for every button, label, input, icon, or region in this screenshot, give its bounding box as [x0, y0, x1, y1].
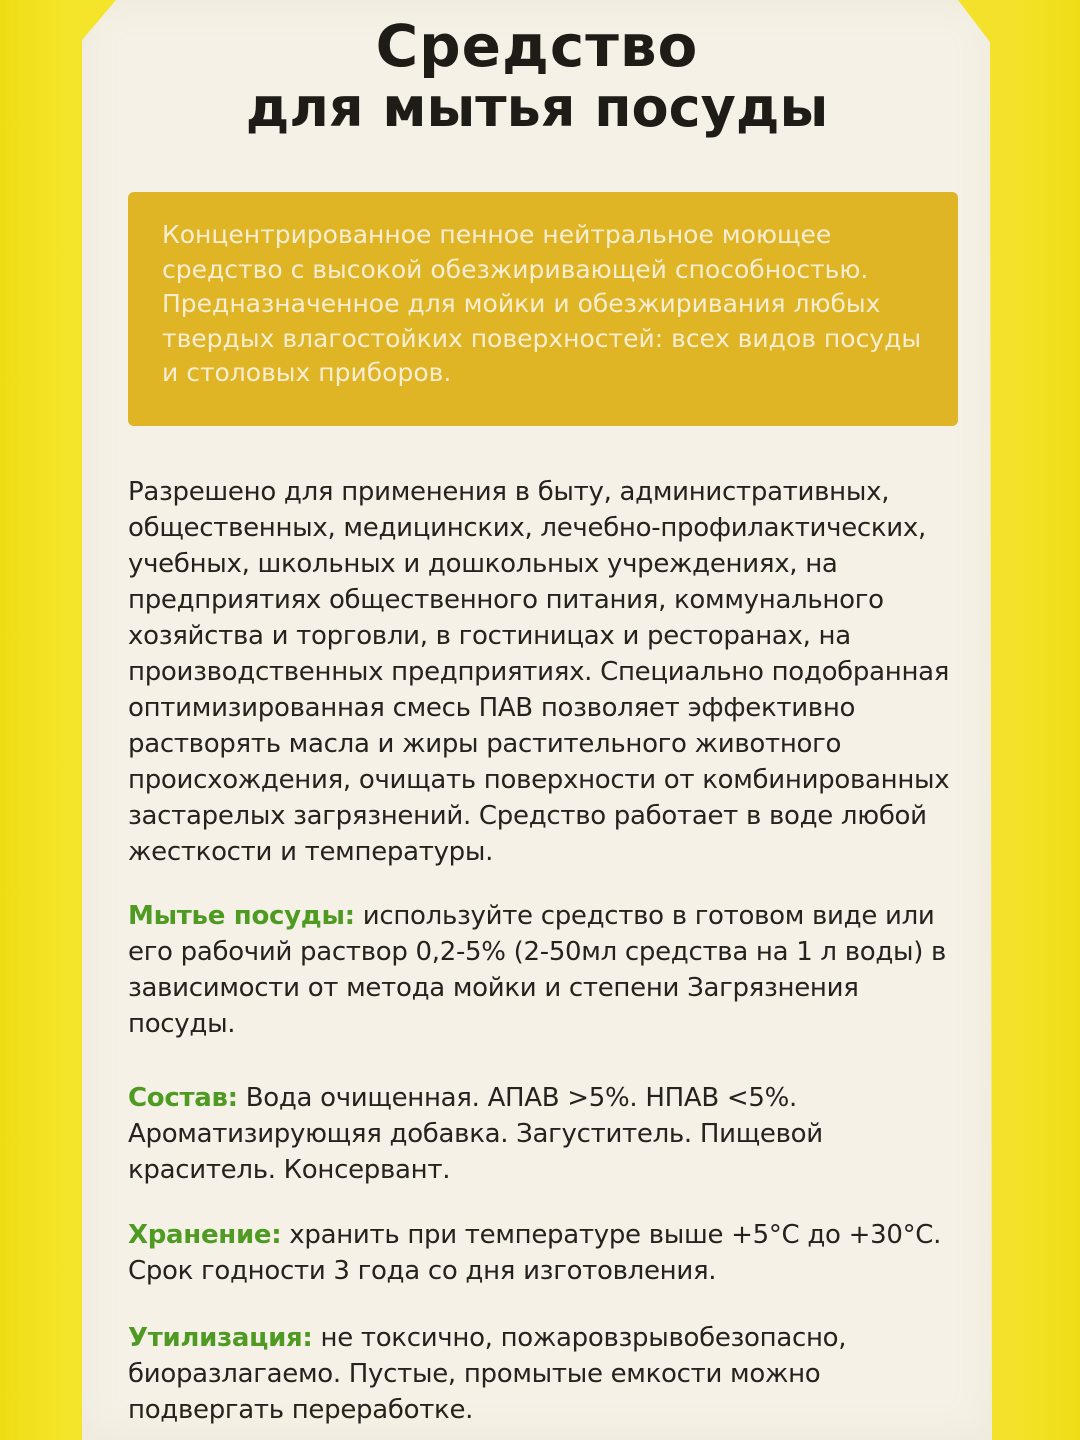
storage-heading: Хранение: [128, 1220, 282, 1250]
disposal-text: не токсично, пожаровзрывобезопасно, биоразлагаемо. Пустые, промытые емкости можно подвергать переработке. [128, 1323, 847, 1425]
composition-section [128, 1080, 958, 1188]
composition-text: Вода очищенная. АПАВ >5%. НПАВ <5%. Ароматизирующяя добавка. Загуститель. Пищевой краситель. Консервант. [128, 1083, 823, 1185]
usage-permission-text: Разрешено для применения в быту, административных, общественных, медицинских, лечебно-профилактических, учебных, школьных и дошкольных учреждениях, на предприятиях общественного питания, коммунального хозяйства и торговли, в гостиницах и ресторанах, на производственных предприятиях. Специально подобранная оптимизированная смесь ПАВ позволяет эффективно растворять масла и жиры растительного животного происхождения, очищать поверхности от комбинированных застарелых загрязнений. Средство работает в воде любой жесткости и температуры. [128, 477, 950, 867]
disposal-heading: Утилизация: [128, 1323, 313, 1353]
storage-section [128, 1217, 958, 1289]
washing-heading: Мытье посуды: [128, 901, 355, 931]
description-box: Концентрированное пенное нейтральное моющее средство с высокой обезжиривающей способностью. Предназначенное для мойки и обезжиривания любых твердых влагостойких поверхностей: всех видов посуды и столовых приборов. [128, 192, 958, 426]
title-line-1: Средство [375, 12, 699, 80]
disposal-section [128, 1320, 958, 1428]
storage-text: хранить при температуре выше +5°С до +30°С. Срок годности 3 года со дня изготовления. [128, 1220, 942, 1286]
composition-heading: Состав: [128, 1083, 238, 1113]
title-line-2: для мытья посуды [245, 76, 829, 139]
washing-section [128, 898, 958, 1042]
washing-text: используйте средство в готовом виде или его рабочий раствор 0,2-5% (2-50мл средства на 1 л воды) в зависимости от метода мойки и степени Загрязнения посуды. [128, 901, 947, 1039]
